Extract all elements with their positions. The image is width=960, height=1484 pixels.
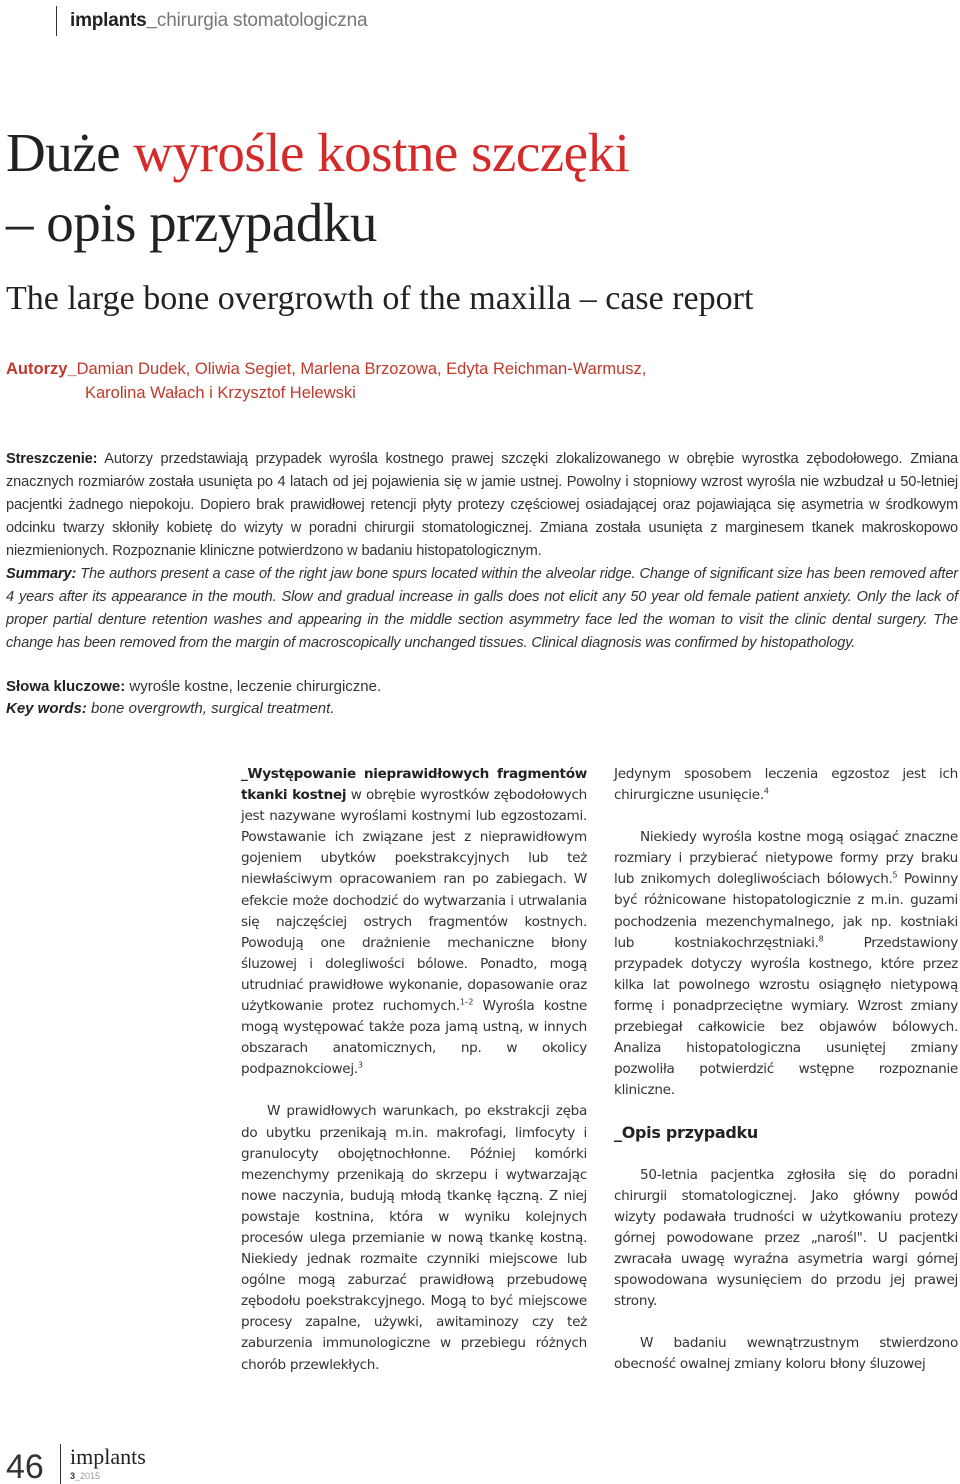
intro-paragraph	[241, 764, 587, 1080]
article-title	[6, 118, 629, 258]
abstract-en-text: The authors present a case of the right jaw bone spurs located within the alveolar ridge. Change of significant size has been removed after 4 years after its appearance in the mouth. Slow and gradual increase in galls does not elicit any 50 year old female patient anxiety. Only the lack of proper partial denture retention washes and appearing in the middle section asymmetry face led the woman to visit the clinic dental surgery. The change has been removed from the margin of macroscopically unchanged tissues. Clinical diagnosis was confirmed by histopathology.	[6, 566, 958, 651]
abstract-pl-text: Autorzy przedstawiają przypadek wyrośla kostnego prawej szczęki zlokalizowanego w obrębie wyrostka zębodołowego. Zmiana znacznych rozmiarów została usunięta po 4 latach od jej pojawienia się w jamie ustnej. Powolny i stopniowy wzrost wyrośla nie wzbudzał u 50-letniej pacjentki żadnego niepokoju. Dopiero brak prawidłowej retencji płyty protezy częściowej osiadającej oraz pojawiająca się asymetria w środkowym odcinku twarzy skłoniły kobietę do wizyty w poradni chirurgii stomatologicznej. Zmiana została usunięta z marginesem tkanek makroskopowo niezmienionych. Rozpoznanie kliniczne potwierdzono w badaniu histopatologicznym.	[6, 451, 958, 559]
exam-paragraph: W badaniu wewnątrzustnym stwierdzono obecność owalnej zmiany koloru błony śluzowej	[614, 1335, 958, 1373]
differential-text-c: Przedstawiony przypadek dotyczy wyrośla kostnego, które przez kilka lat powolnego wzrostu osiągnęło nietypową formę i ponadprzeciętne wymiary. Wzrost zmiany przebiegał całkowicie bez objawów bólowych. Analiza histopatologiczna usuniętej zmiany pozwoliła potwierdzić wstępne rozpoznanie kliniczne.	[614, 934, 958, 1099]
page-number: 46	[6, 1448, 44, 1484]
citation-8: 8	[818, 934, 824, 944]
authors-line1: Damian Dudek, Oliwia Segiet, Marlena Brzozowa, Edyta Reichman-Warmusz,	[76, 360, 647, 378]
footer-journal-logo: implants	[70, 1444, 146, 1469]
keywords-pl-text: wyrośle kostne, leczenie chirurgiczne.	[125, 678, 382, 695]
footer-divider	[60, 1444, 61, 1484]
abstract-en-label: Summary:	[6, 566, 77, 582]
treatment-paragraph	[614, 764, 958, 806]
title-line2: – opis przypadku	[6, 192, 377, 253]
issue-number: 3	[70, 1471, 76, 1481]
intro-text-2: Wyrośla kostne mogą występować także poza jamą ustną, w innych obszarach anatomicznych, np. w okolicy podpaznokciowej.	[241, 998, 587, 1078]
keywords-en-text: bone overgrowth, surgical treatment.	[86, 700, 335, 717]
keywords	[6, 676, 381, 720]
keywords-en-label: Key words:	[6, 700, 87, 717]
issue-year: _2015	[75, 1471, 101, 1481]
title-line1-start: Duże	[6, 122, 134, 183]
differential-paragraph	[614, 827, 958, 1101]
case-heading: _Opis przypadku	[614, 1123, 758, 1143]
body-column-1	[241, 764, 587, 1397]
differential-text-a: Niekiedy wyrośla kostne mogą osiągać znaczne rozmiary i przybierać nietypowe formy przy braku lub znikomych dolegliwościach bólowych.	[614, 829, 958, 888]
article-subtitle: The large bone overgrowth of the maxilla – case report	[6, 280, 754, 317]
citation-3: 3	[357, 1060, 363, 1070]
title-line1-highlight: wyrośle kostne szczęki	[133, 122, 630, 183]
abstract-en	[6, 566, 958, 651]
body-column-2	[614, 764, 958, 1396]
citation-5: 5	[892, 870, 898, 880]
authors-block	[6, 357, 646, 405]
journal-name: implants_	[70, 10, 157, 31]
case-paragraph: 50-letnia pacjentka zgłosiła się do poradni chirurgii stomatologicznej. Jako główny powód wizyty podawała trudności w użytkowaniu protezy górnej powodowane przez „narośl". U pacjentki zwracała uwagę wyraźna asymetria wargi górnej spowodowana wysunięciem do przodu jej prawej strony.	[614, 1166, 958, 1310]
footer-issue	[70, 1471, 100, 1481]
abstract-pl-label: Streszczenie:	[6, 451, 98, 467]
citation-1-2: 1–2	[459, 997, 474, 1007]
authors-line2: Karolina Wałach i Krzysztof Helewski	[85, 384, 356, 402]
keywords-pl-label: Słowa kluczowe:	[6, 678, 126, 695]
treatment-text: Jedynym sposobem leczenia egzostoz jest ich chirurgiczne usunięcie.	[614, 766, 958, 804]
intro-lead: _Występowanie nieprawidłowych fragmentów tkanki kostnej	[241, 766, 587, 804]
section-name: chirurgia stomatologiczna	[156, 10, 368, 31]
header-divider	[56, 6, 57, 36]
citation-4: 4	[763, 786, 769, 796]
differential-text-b: Powinny być różnicowane histopatologicznie z m.in. guzami pochodzenia mezenchymalnego, jak np. kostniaki lub kostniakochrzęstniaki.	[614, 871, 958, 951]
healing-paragraph: W prawidłowych warunkach, po ekstrakcji zęba do ubytku przenikają m.in. makrofagi, limfocyty i granulocyty obojętnochłonne. Później komórki mezenchymy przenikają do skrzepu i wytwarzając nowe naczynia, budują młodą tkankę łączną. Z niej powstaje kostnina, która w wyniku kolejnych procesów ulega przemianie w nową tkankę kostną. Niekiedy jednak rozmaite czynniki miejscowe lub ogólne mogą zaburzać prawidłową przebudowę zębodołu poekstrakcyjnego. Mogą to być miejscowe procesy zapalne, używki, awitaminozy czy też zaburzenia immunologiczne w przebiegu różnych chorób przewlekłych.	[241, 1103, 587, 1373]
intro-text: w obrębie wyrostków zębodołowych jest nazywane wyroślami kostnymi lub egzostozami. Powstawanie ich związane jest z nieprawidłowym gojeniem ubytków poekstrakcyjnych lub też niewłaściwym opracowaniem ran po zabiegach. W efekcie może dochodzić do wytwarzania i utrwalania się najczęściej ostrych fragmentów kostnych. Powodują one drażnienie mechaniczne błony śluzowej i dolegliwości bólowe. Ponadto, mogą utrudniać prawidłowe wykonanie, dopasowanie oraz użytkowanie protez ruchomych.	[241, 787, 587, 1015]
running-header	[70, 10, 367, 32]
authors-label: Autorzy_	[6, 360, 77, 378]
abstract	[6, 448, 958, 655]
